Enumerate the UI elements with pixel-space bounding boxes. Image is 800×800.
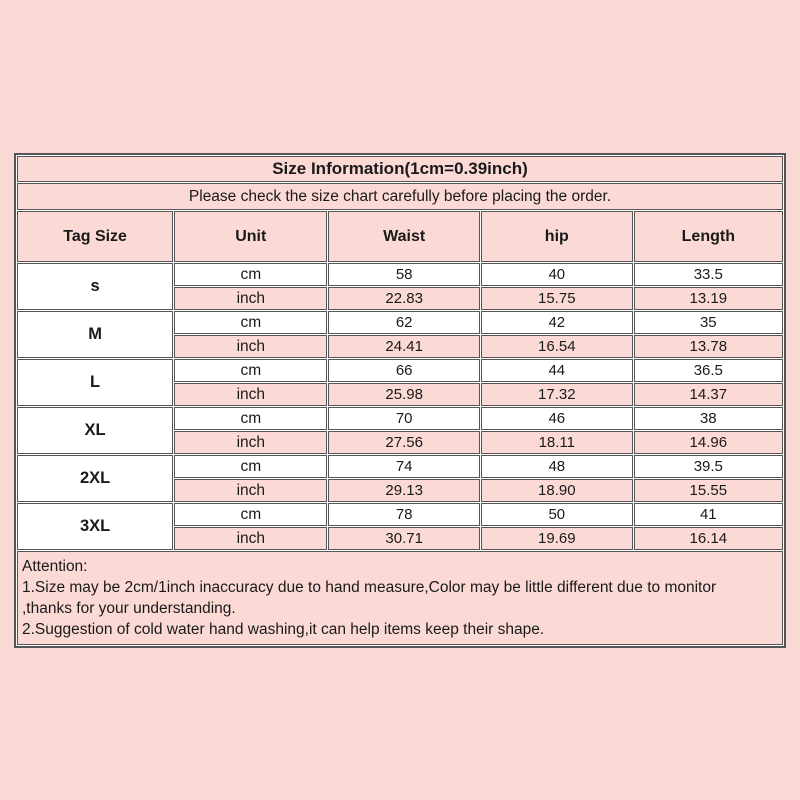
value-cell: 50 <box>481 503 633 526</box>
value-cell: 25.98 <box>328 383 480 406</box>
col-header-waist: Waist <box>328 211 480 262</box>
tag-size-cell: 2XL <box>17 455 173 502</box>
value-cell: 70 <box>328 407 480 430</box>
value-cell: 14.37 <box>634 383 783 406</box>
header-section <box>17 156 783 262</box>
size-rows <box>17 263 783 550</box>
tag-size-cell: M <box>17 311 173 358</box>
value-cell: 18.90 <box>481 479 633 502</box>
attention-line: 2.Suggestion of cold water hand washing,it can help items keep their shape. <box>22 621 545 638</box>
value-cell: 74 <box>328 455 480 478</box>
value-cell: 14.96 <box>634 431 783 454</box>
value-cell: 62 <box>328 311 480 334</box>
col-header-tag-size: Tag Size <box>17 211 173 262</box>
table-subtitle: Please check the size chart carefully before placing the order. <box>17 183 783 210</box>
value-cell: 27.56 <box>328 431 480 454</box>
size-row-cm <box>17 407 783 430</box>
value-cell: 16.14 <box>634 527 783 550</box>
value-cell: 48 <box>481 455 633 478</box>
attention-section <box>17 551 783 645</box>
tag-size-cell: s <box>17 263 173 310</box>
unit-cell: cm <box>174 503 327 526</box>
unit-cell: inch <box>174 287 327 310</box>
size-row-cm <box>17 455 783 478</box>
value-cell: 13.78 <box>634 335 783 358</box>
value-cell: 35 <box>634 311 783 334</box>
unit-cell: inch <box>174 335 327 358</box>
value-cell: 15.55 <box>634 479 783 502</box>
col-header-length: Length <box>634 211 783 262</box>
value-cell: 33.5 <box>634 263 783 286</box>
size-row-cm <box>17 311 783 334</box>
unit-cell: cm <box>174 359 327 382</box>
unit-cell: cm <box>174 407 327 430</box>
value-cell: 24.41 <box>328 335 480 358</box>
size-row-cm <box>17 359 783 382</box>
value-cell: 29.13 <box>328 479 480 502</box>
tag-size-cell: L <box>17 359 173 406</box>
value-cell: 78 <box>328 503 480 526</box>
value-cell: 58 <box>328 263 480 286</box>
unit-cell: inch <box>174 431 327 454</box>
col-header-unit: Unit <box>174 211 327 262</box>
value-cell: 40 <box>481 263 633 286</box>
value-cell: 46 <box>481 407 633 430</box>
unit-cell: inch <box>174 527 327 550</box>
value-cell: 39.5 <box>634 455 783 478</box>
value-cell: 17.32 <box>481 383 633 406</box>
unit-cell: inch <box>174 479 327 502</box>
unit-cell: inch <box>174 383 327 406</box>
attention-lines <box>22 577 776 640</box>
value-cell: 30.71 <box>328 527 480 550</box>
value-cell: 42 <box>481 311 633 334</box>
value-cell: 44 <box>481 359 633 382</box>
value-cell: 36.5 <box>634 359 783 382</box>
attention-line: ,thanks for your understanding. <box>22 600 236 617</box>
attention-cell <box>17 551 783 645</box>
attention-heading: Attention: <box>22 558 88 575</box>
value-cell: 13.19 <box>634 287 783 310</box>
size-chart-table <box>14 153 786 648</box>
col-header-hip: hip <box>481 211 633 262</box>
tag-size-cell: XL <box>17 407 173 454</box>
value-cell: 66 <box>328 359 480 382</box>
value-cell: 18.11 <box>481 431 633 454</box>
tag-size-cell: 3XL <box>17 503 173 550</box>
value-cell: 41 <box>634 503 783 526</box>
value-cell: 15.75 <box>481 287 633 310</box>
unit-cell: cm <box>174 311 327 334</box>
value-cell: 22.83 <box>328 287 480 310</box>
value-cell: 38 <box>634 407 783 430</box>
value-cell: 16.54 <box>481 335 633 358</box>
value-cell: 19.69 <box>481 527 633 550</box>
attention-line: 1.Size may be 2cm/1inch inaccuracy due to hand measure,Color may be little different due to monitor <box>22 579 717 596</box>
size-row-cm <box>17 263 783 286</box>
size-row-cm <box>17 503 783 526</box>
unit-cell: cm <box>174 263 327 286</box>
unit-cell: cm <box>174 455 327 478</box>
table-title: Size Information(1cm=0.39inch) <box>17 156 783 182</box>
